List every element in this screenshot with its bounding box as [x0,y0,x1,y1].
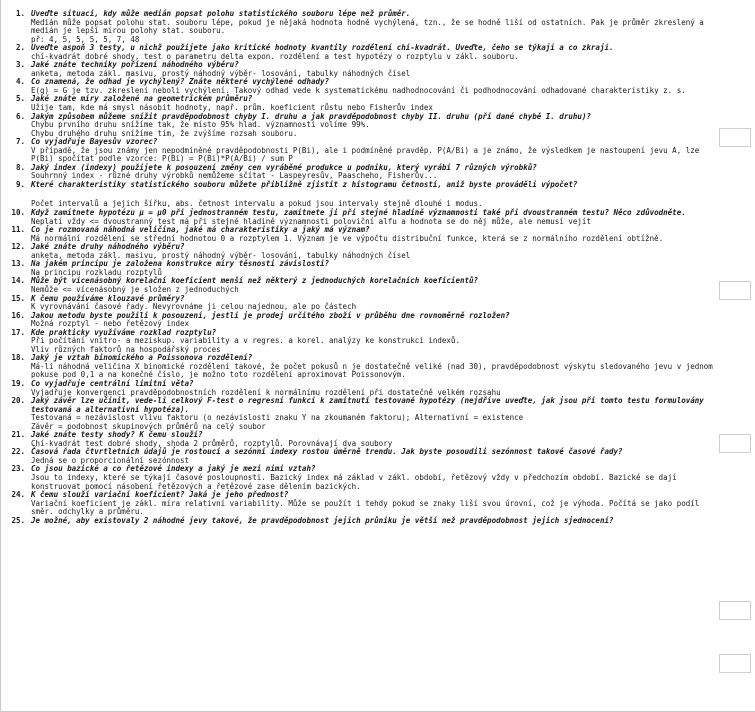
question-number: 11. [11,225,25,235]
question-text: Jaké znáte testy shody? K čemu slouží? [31,430,203,440]
margin-answer-box [719,281,751,300]
margin-answer-box [719,654,751,673]
answer-text: Nemůže <= vícenásobný je složen z jednoduchých [31,284,239,294]
question-text: Jaké znáte míry založené na geometrickém průměru? [31,94,253,104]
answer-text: Neplatí vždy <= dvoustranný test má při stejné hladině významnosti poloviční alfu a hodnota se do něj může, ale nemusí vejít [31,216,591,226]
question-text: K čemu používáme klouzavé průměry? [31,293,185,303]
question-number: 15. [11,293,25,303]
question-list [1,0,755,525]
answer-text: Má-li náhodná veličina X binomické rozdělení takové, že počet pokusů n je dostatečně veliké (nad 30), pravděpodobnost výskytu sledovaného jevu v jednom pokuse pod 0,1 a na konečné číslo, je možno toto rozdělení aproximovat Poissonovým. [31,361,718,380]
question-number: 4. [15,77,25,87]
question-text: Co je rozmovaná náhodná veličina, jaké má charakteristiky a jaký má význam? [31,225,370,235]
question-number: 8. [15,162,25,172]
question-number: 10. [11,208,25,218]
question-number: 24. [11,490,25,500]
margin-answer-box [719,128,751,147]
question-text: Co vyjadřuje Bayesův vzorec? [31,137,158,147]
question-number: 14. [11,276,25,286]
question-number: 18. [11,353,25,363]
question-number: 16. [11,310,25,320]
question-text: Jaké znáte techniky pořízení náhodného výběru? [31,60,239,70]
question-item [5,164,755,181]
question-body [31,61,755,78]
question-text: Jakým způsobem můžeme snížit pravděpodobnost chyby I. druhu a jak pravděpodobnost chyby II. druhu (při dané chybě I. druhu)? [31,111,591,121]
question-number: 22. [11,447,25,457]
answer-text: Testovaná = nezávislost vlivu faktoru (o nezávislosti znaku Y na zkoumaném faktoru); Alternativní = existence Závěr = podobnost skupinových průměrů na celý soubor [31,413,524,431]
question-item [5,491,755,517]
question-item [5,465,755,491]
question-item [5,277,755,294]
answer-text: Souhrnný index - různé druhy výrobků nemůžeme sčítat - Laspeyresův, Paascheho, Fisherův... [31,171,438,181]
question-text: Když zamítnete hypotézu μ = μ0 při jednostranném testu, zamítnete ji při stejné hladině významnosti také při dvoustranném testu? Něco zdůvodněte. [31,208,686,218]
question-body [31,380,755,397]
answer-text: V případě, že jsou známy jen nepodmíněné pravděpodobnosti P(Bi), ale i podmíněné pravděp. P(A/Bi) a je známo, že výsledkem je nastoupení jevu A, lze P(Bi) spočítat podle vzorce: P(Bi) = P(Bi)*P(A/Bi) / sum P [31,145,704,164]
question-item [5,517,755,526]
question-text: Jaký závěr lze učinit, vede-li celkový F-test o regresní funkci k zamítnutí testované hypotézy (nejdříve uveďte, jak jsou při tomto testu formulovány testovaná a alternativní hypotéza). [31,396,709,414]
question-text: Jaký index (indexy) použijete k posouzení změny cen vyráběné produkce u podniku, který vyrábí 7 různých výrobků? [31,162,537,172]
answer-text: Vyjadřuje konvergenci pravděpodobnostních rozdělení k normálnímu rozdělení při dostatečně velkém rozsahu [31,387,501,397]
question-body [31,226,755,243]
question-item [5,209,755,226]
question-number: 23. [11,464,25,474]
answer-text: Počet intervalů a jejich šířku, abs. četnost intervalu a pokud jsou intervaly stejně dlouhé i modus. [31,199,483,209]
question-body [31,113,755,139]
question-number: 12. [11,242,25,252]
question-number: 3. [15,60,25,70]
question-number: 7. [15,137,25,147]
question-body [31,260,755,277]
answer-text: Variační koeficient je zákl. míra relativní variability. Může se použít i tehdy pokud se znaky liší svou úrovní, což je výhoda. Počítá se jako podíl směr. odchylky a průměru. [31,498,704,517]
question-item [5,78,755,95]
question-number: 21. [11,430,25,440]
question-item [5,44,755,61]
answer-text: Jsou to indexy, které se týkají časové posloupnosti. Bazický index má základ v zákl. období, řetězový vždy v předchozím období. Bazické se dají konstruovat pomocí násobení řetězových a řetězové zase dělením bazických. [31,472,682,491]
question-text: Co jsou bazické a co řetězové indexy a jaký je mezi nimi vztah? [31,464,316,474]
question-body [31,181,755,190]
answer-text: Chybu prvního druhu snížíme tak, že místo 95% hlad. významnosti volíme 99%. Chybu druhého druhu snížíme tím, že zvýšíme rozsah souboru. [31,120,370,138]
question-number: 20. [11,396,25,406]
question-number: 9. [15,179,25,189]
question-number: 5. [15,94,25,104]
answer-text: Na principu rozkladu rozptylů [31,267,162,277]
question-body [31,354,755,380]
question-item [5,95,755,112]
answer-text: K vyrovnávání časové řady. Nevyrovnáme ji celou najednou, ale po částech [31,302,357,312]
answer-text: Jedná se o proporcionální sezónnost [31,455,190,465]
answer-text: Možná rozptyl - nebo řetězový index [31,319,190,329]
question-text: Časová řada čtvrtletních údajů je rostoucí a sezónní indexy rostou úměrně trendu. Jak byste posoudili sezónnost takové časové řady? [31,447,623,457]
question-item [5,113,755,139]
question-body [31,277,755,294]
question-body [31,312,755,329]
question-item [5,61,755,78]
question-body [31,10,755,44]
question-item [5,354,755,380]
question-number: 19. [11,378,25,388]
question-number: 2. [15,43,25,53]
question-text: Jakou metodu byste použili k posouzení, jestli je prodej určitého zboží v průběhu dne rovnoměrně rozložen? [31,310,510,320]
question-number: 13. [11,259,25,269]
answer-text: Medián může popsat polohu stat. souboru lépe, pokud je nějaká hodnota hodně vychýlená, tzn., že se hodně liší od ostatních. Pak je průměr zkreslený a medián je lepší mírou polohy stat. souboru. př: 4, 5, 5, 5, 5, 7, 48 [31,17,704,44]
question-item [5,397,755,431]
question-text: Uveďte aspoň 3 testy, u nichž použijete jako kritické hodnoty kvantily rozdělení chí-kvadrát. Uveďte, čeho se týkají a co zkrají. [31,43,614,53]
question-text: Je možné, aby existovaly 2 náhodné jevy takové, že pravděpodobnost jejich průniku je větší než pravděpodobnost jejich sjednocení? [31,515,614,525]
question-text: K čemu slouží variační koeficient? Jaká je jeho přednost? [31,490,289,500]
question-item [5,243,755,260]
answer-text: Chí-kvadrát test dobré shody, shoda 2 průměrů, rozptylů. Porovnávají dva soubory [31,438,393,448]
question-body [31,448,755,465]
question-body [31,209,755,226]
question-body [31,95,755,112]
question-item [5,138,755,164]
question-text: Co vyjadřuje centrální limitní věta? [31,378,194,388]
question-body [31,44,755,61]
question-body [31,465,755,491]
question-item [5,448,755,465]
answer-text: chí-kvadrát dobré shody, test o parametru delta expon. rozdělení a test hypotézy o rozptylu v zákl. souboru. [31,51,519,61]
question-text: Kde prakticky využíváme rozklad rozptylu? [31,327,217,337]
question-item [5,10,755,44]
question-text: Jaké znáte druhy náhodného výběru? [31,242,185,252]
question-body [31,517,755,526]
question-body [31,295,755,312]
question-item [5,312,755,329]
question-number: 1. [15,9,25,18]
question-text: Jaký je vztah binomického a Poissonova rozdělení? [31,353,253,363]
question-item [5,329,755,355]
answer-text: E(g) = G je tzv. zkreslení neboli vychýlení. Takový odhad vede k systematickému nadhodnocování či podhodnocování odhadované charakteristiky z. s. [31,85,686,95]
question-text: Co znamená, že odhad je vychýlený? Znáte některé vychýlené odhady? [31,77,330,87]
question-body [31,431,755,448]
question-body [31,329,755,355]
question-text: Může být vícenásobný korelační koeficient menší než některý z jednoduchých korelačních koeficientů? [31,276,479,286]
question-body [31,78,755,95]
answer-text: Má normální rozdělení se střední hodnotou 0 a rozptylem 1. Význam je ve výpočtu distribuční funkce, která se z normálního rozdělení obtížně. [31,233,664,243]
question-number: 17. [11,327,25,337]
answer-text: anketa, metoda zákl. masivu, prostý náhodný výběr- losování, tabulky náhodných čísel [31,68,411,78]
margin-answer-box [719,601,751,620]
question-text: Uveďte situaci, kdy může medián popsat polohu statistického souboru lépe než průměr. [31,9,411,18]
question-item [5,181,755,190]
question-item [5,380,755,397]
question-body [31,138,755,164]
answer-text: Při počítání vnitro- a meziskup. variability a v regres. a korel. analýzy ke konstrukci indexů. Vliv různých faktorů na hospodářský proces [31,336,460,354]
answer-text: anketa, metoda zákl. masivu, prostý náhodný výběr- losování, tabulky náhodných čísel [31,250,411,260]
margin-answer-box [719,434,751,453]
question-item [5,226,755,243]
question-text: Na jakém principu je založena konstrukce míry těsnosti závislosti? [31,259,330,269]
question-body [31,491,755,517]
question-body [31,243,755,260]
answer-text: Užije tam, kde má smysl násobit hodnoty, např. prům. koeficient růstu nebo Fisherův index [31,103,433,113]
question-body [31,164,755,181]
question-item [5,431,755,448]
question-body [31,397,755,431]
question-item [5,260,755,277]
question-item [5,295,755,312]
question-text: Které charakteristiky statistického souboru můžete přibližně zjistit z histogramu četností, aniž byste prováděli výpočet? [31,179,578,189]
question-number: 6. [15,111,25,121]
question-number: 25. [11,515,25,525]
